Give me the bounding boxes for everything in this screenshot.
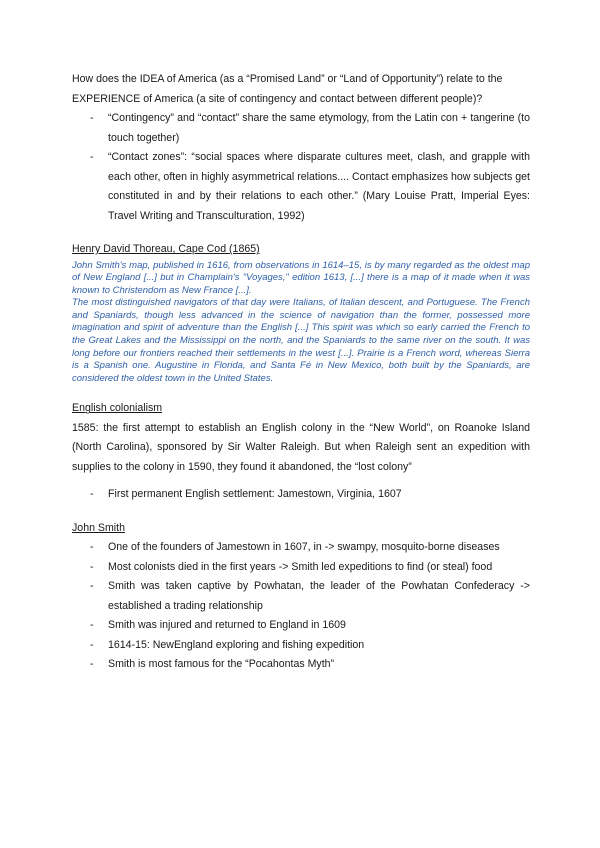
list-item-text: Most colonists died in the first years -> Smith led expeditions to find (or steal) food [108, 560, 493, 573]
list-item [72, 109, 530, 148]
john-smith-heading: John Smith [72, 521, 125, 534]
dash-bullet: - [90, 488, 94, 501]
list-item [72, 148, 530, 226]
list-item [72, 558, 530, 578]
list-item-text: “Contact zones”: “social spaces where disparate cultures meet, clash, and grapple with each other, often in highly asymmetrical relations.... Contact emphasizes how subjects get constituted in and by their relations to each other.” (Mary Louise Pratt, Imperial Eyes: Travel Writing and Transculturation, 1992) [108, 151, 530, 222]
english-colonialism-heading: English colonialism [72, 402, 163, 415]
thoreau-heading: Henry David Thoreau, Cape Cod (1865) [72, 243, 260, 255]
dash-bullet: - [90, 112, 94, 124]
thoreau-quote-2: The most distinguished navigators of that day were Italians, of Italian descent, and Portuguese. The French and Spaniards, though less advanced in the science of navigation than the former, possessed more imagination and spirit of adventure than the English [...] This spirit was which so early carried the French to the Great Lakes and the Mississippi on the north, and the Spaniards to the same river on the south. It was long before our frontiers reached their settlements in the west [...]. Prairie is a French word, whereas Sierra is a Spanish one. Augustine in Florida, and Santa Fé in New Mexico, both built by the Spaniards, are considered the oldest town in the United States. [72, 297, 530, 384]
intro-bullet-list [72, 109, 530, 226]
list-item [72, 655, 530, 675]
dash-bullet: - [90, 560, 94, 573]
list-item [72, 577, 530, 616]
list-item-text: One of the founders of Jamestown in 1607, in -> swampy, mosquito-borne diseases [108, 541, 500, 554]
dash-bullet: - [90, 151, 94, 163]
list-item [72, 538, 530, 558]
list-item-text: First permanent English settlement: Jamestown, Virginia, 1607 [108, 488, 402, 501]
list-item [72, 485, 530, 505]
list-item-text: 1614-15: NewEngland exploring and fishing expedition [108, 638, 365, 651]
dash-bullet: - [90, 638, 94, 651]
list-item-text: Smith was taken captive by Powhatan, the leader of the Powhatan Confederacy -> established a trading relationship [108, 580, 530, 612]
list-item-text: Smith is most famous for the “Pocahontas Myth” [108, 658, 335, 671]
dash-bullet: - [90, 580, 94, 593]
list-item [72, 636, 530, 656]
smith-bullet-list [72, 538, 530, 675]
dash-bullet: - [90, 541, 94, 554]
english-colonialism-paragraph: 1585: the first attempt to establish an English colony in the “New World”, on Roanoke Island (North Carolina), sponsored by Sir Walter Raleigh. But when Raleigh sent an expedition with supplies to the colony in 1590, they found it abandoned, the “lost colony” [72, 421, 530, 473]
dash-bullet: - [90, 619, 94, 632]
english-bullet-list [72, 485, 530, 505]
list-item-text: Smith was injured and returned to England in 1609 [108, 619, 346, 632]
thoreau-quote-1: John Smith's map, published in 1616, from observations in 1614–15, is by many regarded as the oldest map of New England [...] but in Champlain's "Voyages," edition 1613, [...] there is a map of it made when it was known to Christendom as New France [...]. [72, 259, 530, 296]
document-page [72, 70, 530, 675]
list-item-text: “Contingency” and “contact” share the same etymology, from the Latin con + tangerine (to touch together) [108, 112, 530, 144]
intro-question: How does the IDEA of America (as a “Promised Land” or “Land of Opportunity”) relate to the EXPERIENCE of America (a site of contingency and contact between different people)? [72, 73, 503, 105]
list-item [72, 616, 530, 636]
dash-bullet: - [90, 658, 94, 671]
